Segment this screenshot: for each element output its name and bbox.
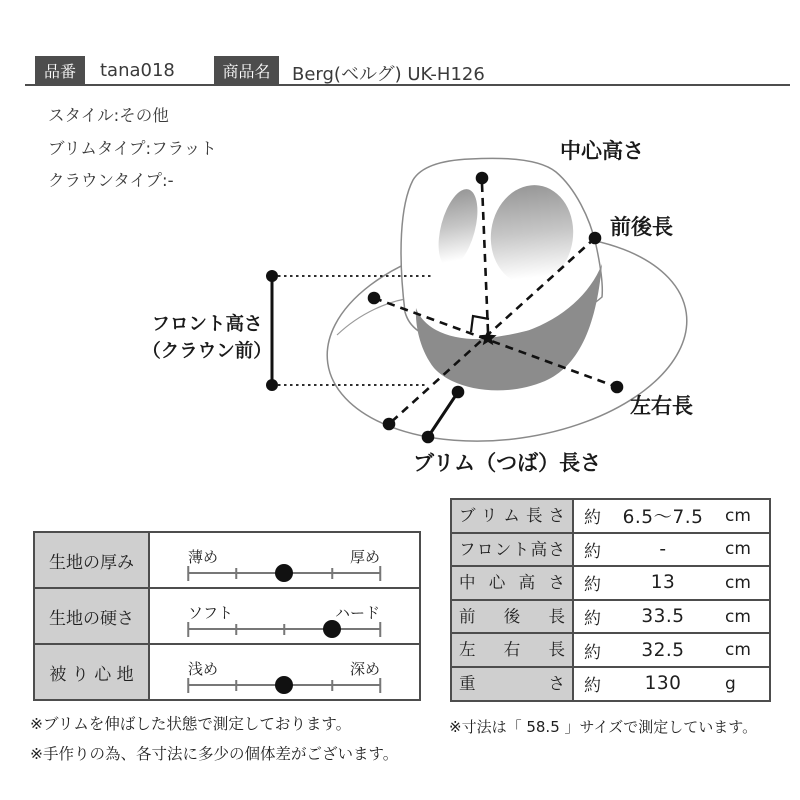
measure-dot (422, 431, 435, 444)
scale-max-label: 厚め (349, 548, 380, 566)
size-value: 130 (644, 673, 682, 695)
approx-label: 約 (584, 541, 601, 562)
item-number-tag: 品番 (35, 56, 85, 85)
attr-style-label: スタイル (48, 106, 114, 125)
measure-dot (266, 270, 278, 282)
size-table (450, 498, 771, 702)
attr-brim-type-value: フラット (151, 138, 217, 158)
approx-label: 約 (584, 508, 601, 529)
size-row-brim-length (452, 500, 769, 532)
measure-dot (589, 232, 602, 245)
scale-tick (187, 622, 189, 637)
scale-tick (379, 678, 381, 693)
size-row-data (574, 534, 769, 566)
size-value: 13 (650, 572, 676, 594)
fabric-thickness-scale (150, 533, 419, 587)
size-row-center-height (452, 565, 769, 599)
scale-tick (379, 622, 381, 637)
size-value: 32.5 (641, 639, 685, 661)
size-unit: cm (725, 539, 751, 560)
size-row-weight (452, 666, 769, 700)
scale-min-label: ソフト (188, 604, 234, 622)
size-unit: cm (725, 572, 751, 593)
left-right-label: 左右長 (630, 394, 693, 418)
attr-crown-type-label: クラウンタイプ (48, 171, 163, 190)
scale-max-label: ハード (334, 604, 380, 622)
size-unit: cm (725, 505, 751, 526)
product-name-tag: 商品名 (214, 56, 279, 85)
measure-dot (452, 386, 465, 399)
scale-tick (235, 624, 237, 635)
scale-tick (235, 568, 237, 579)
scale-dot (323, 620, 341, 638)
scale-dot (275, 676, 293, 694)
size-row-data (574, 668, 769, 700)
fabric-thickness-label: 生地の厚み (35, 533, 150, 587)
approx-label: 約 (584, 642, 601, 663)
scale-tick (283, 624, 285, 635)
size-row-label: 左右長 (452, 634, 574, 666)
size-row-label: フロント高さ (452, 534, 574, 566)
center-height-label: 中心高さ (560, 139, 644, 163)
size-row-label: 前後長 (452, 601, 574, 633)
size-value: 33.5 (641, 606, 685, 628)
fabric-stiffness-row (35, 587, 419, 643)
approx-label: 約 (584, 575, 601, 596)
scale-dot (275, 564, 293, 582)
fabric-thickness-row (35, 533, 419, 587)
wearing-comfort-row (35, 643, 419, 699)
size-unit: g (725, 673, 736, 694)
size-value: 6.5～7.5 (622, 506, 704, 528)
size-value: - (659, 538, 667, 560)
attr-separator: : (145, 138, 152, 158)
scale-min-label: 浅め (188, 660, 219, 678)
front-height-label-line2: （クラウン前） (142, 341, 272, 362)
item-number-value: tana018 (100, 60, 175, 81)
approx-label: 約 (584, 609, 601, 630)
scale-tick (235, 680, 237, 691)
attr-crown-type-value: - (167, 171, 174, 190)
attr-style-value: その他 (119, 106, 169, 125)
scale-tick (331, 680, 333, 691)
size-row-label: 中心高さ (452, 567, 574, 599)
footnote-measure-condition: ※ブリムを伸ばした状態で測定しております。 (30, 715, 352, 733)
front-back-label: 前後長 (610, 215, 673, 239)
scale-tick (187, 678, 189, 693)
scale-tick (379, 566, 381, 581)
size-row-data (574, 500, 769, 532)
footnotes-left (30, 709, 398, 769)
size-row-label: 重さ (452, 668, 574, 700)
size-row-label: ブリム長さ (452, 500, 574, 532)
measure-dot (383, 418, 396, 431)
size-row-left-right (452, 632, 769, 666)
scale-tick (187, 566, 189, 581)
measure-dot (476, 172, 489, 185)
size-row-front-back (452, 599, 769, 633)
fabric-feature-table (33, 531, 421, 701)
footnote-handmade: ※手作りの為、各寸法に多少の個体差がございます。 (30, 745, 399, 763)
measure-dot (368, 292, 381, 305)
footnote-size-basis: ※寸法は「 58.5 」サイズで測定しています。 (449, 718, 758, 736)
size-unit: cm (725, 640, 751, 661)
front-height-label-line1: フロント高さ (151, 314, 263, 335)
size-unit: cm (725, 606, 751, 627)
attr-separator: : (113, 106, 120, 125)
fabric-stiffness-scale (150, 589, 419, 643)
scale-tick (331, 568, 333, 579)
size-row-data (574, 567, 769, 599)
attr-separator: : (162, 171, 168, 190)
wearing-comfort-label: 被 り 心 地 (35, 645, 150, 699)
scale-max-label: 深め (349, 660, 380, 678)
scale-min-label: 薄め (188, 548, 219, 566)
size-row-data (574, 601, 769, 633)
product-name-value: Berg(ベルグ) UK-H126 (292, 64, 485, 85)
size-row-data (574, 634, 769, 666)
measure-dot (611, 381, 624, 394)
size-row-front-height (452, 532, 769, 566)
fabric-stiffness-label: 生地の硬さ (35, 589, 150, 643)
measure-dot (266, 379, 278, 391)
approx-label: 約 (584, 676, 601, 697)
attr-brim-type-label: ブリムタイプ (48, 138, 146, 158)
brim-length-label: ブリム（つば）長さ (413, 451, 602, 475)
wearing-comfort-scale (150, 645, 419, 699)
